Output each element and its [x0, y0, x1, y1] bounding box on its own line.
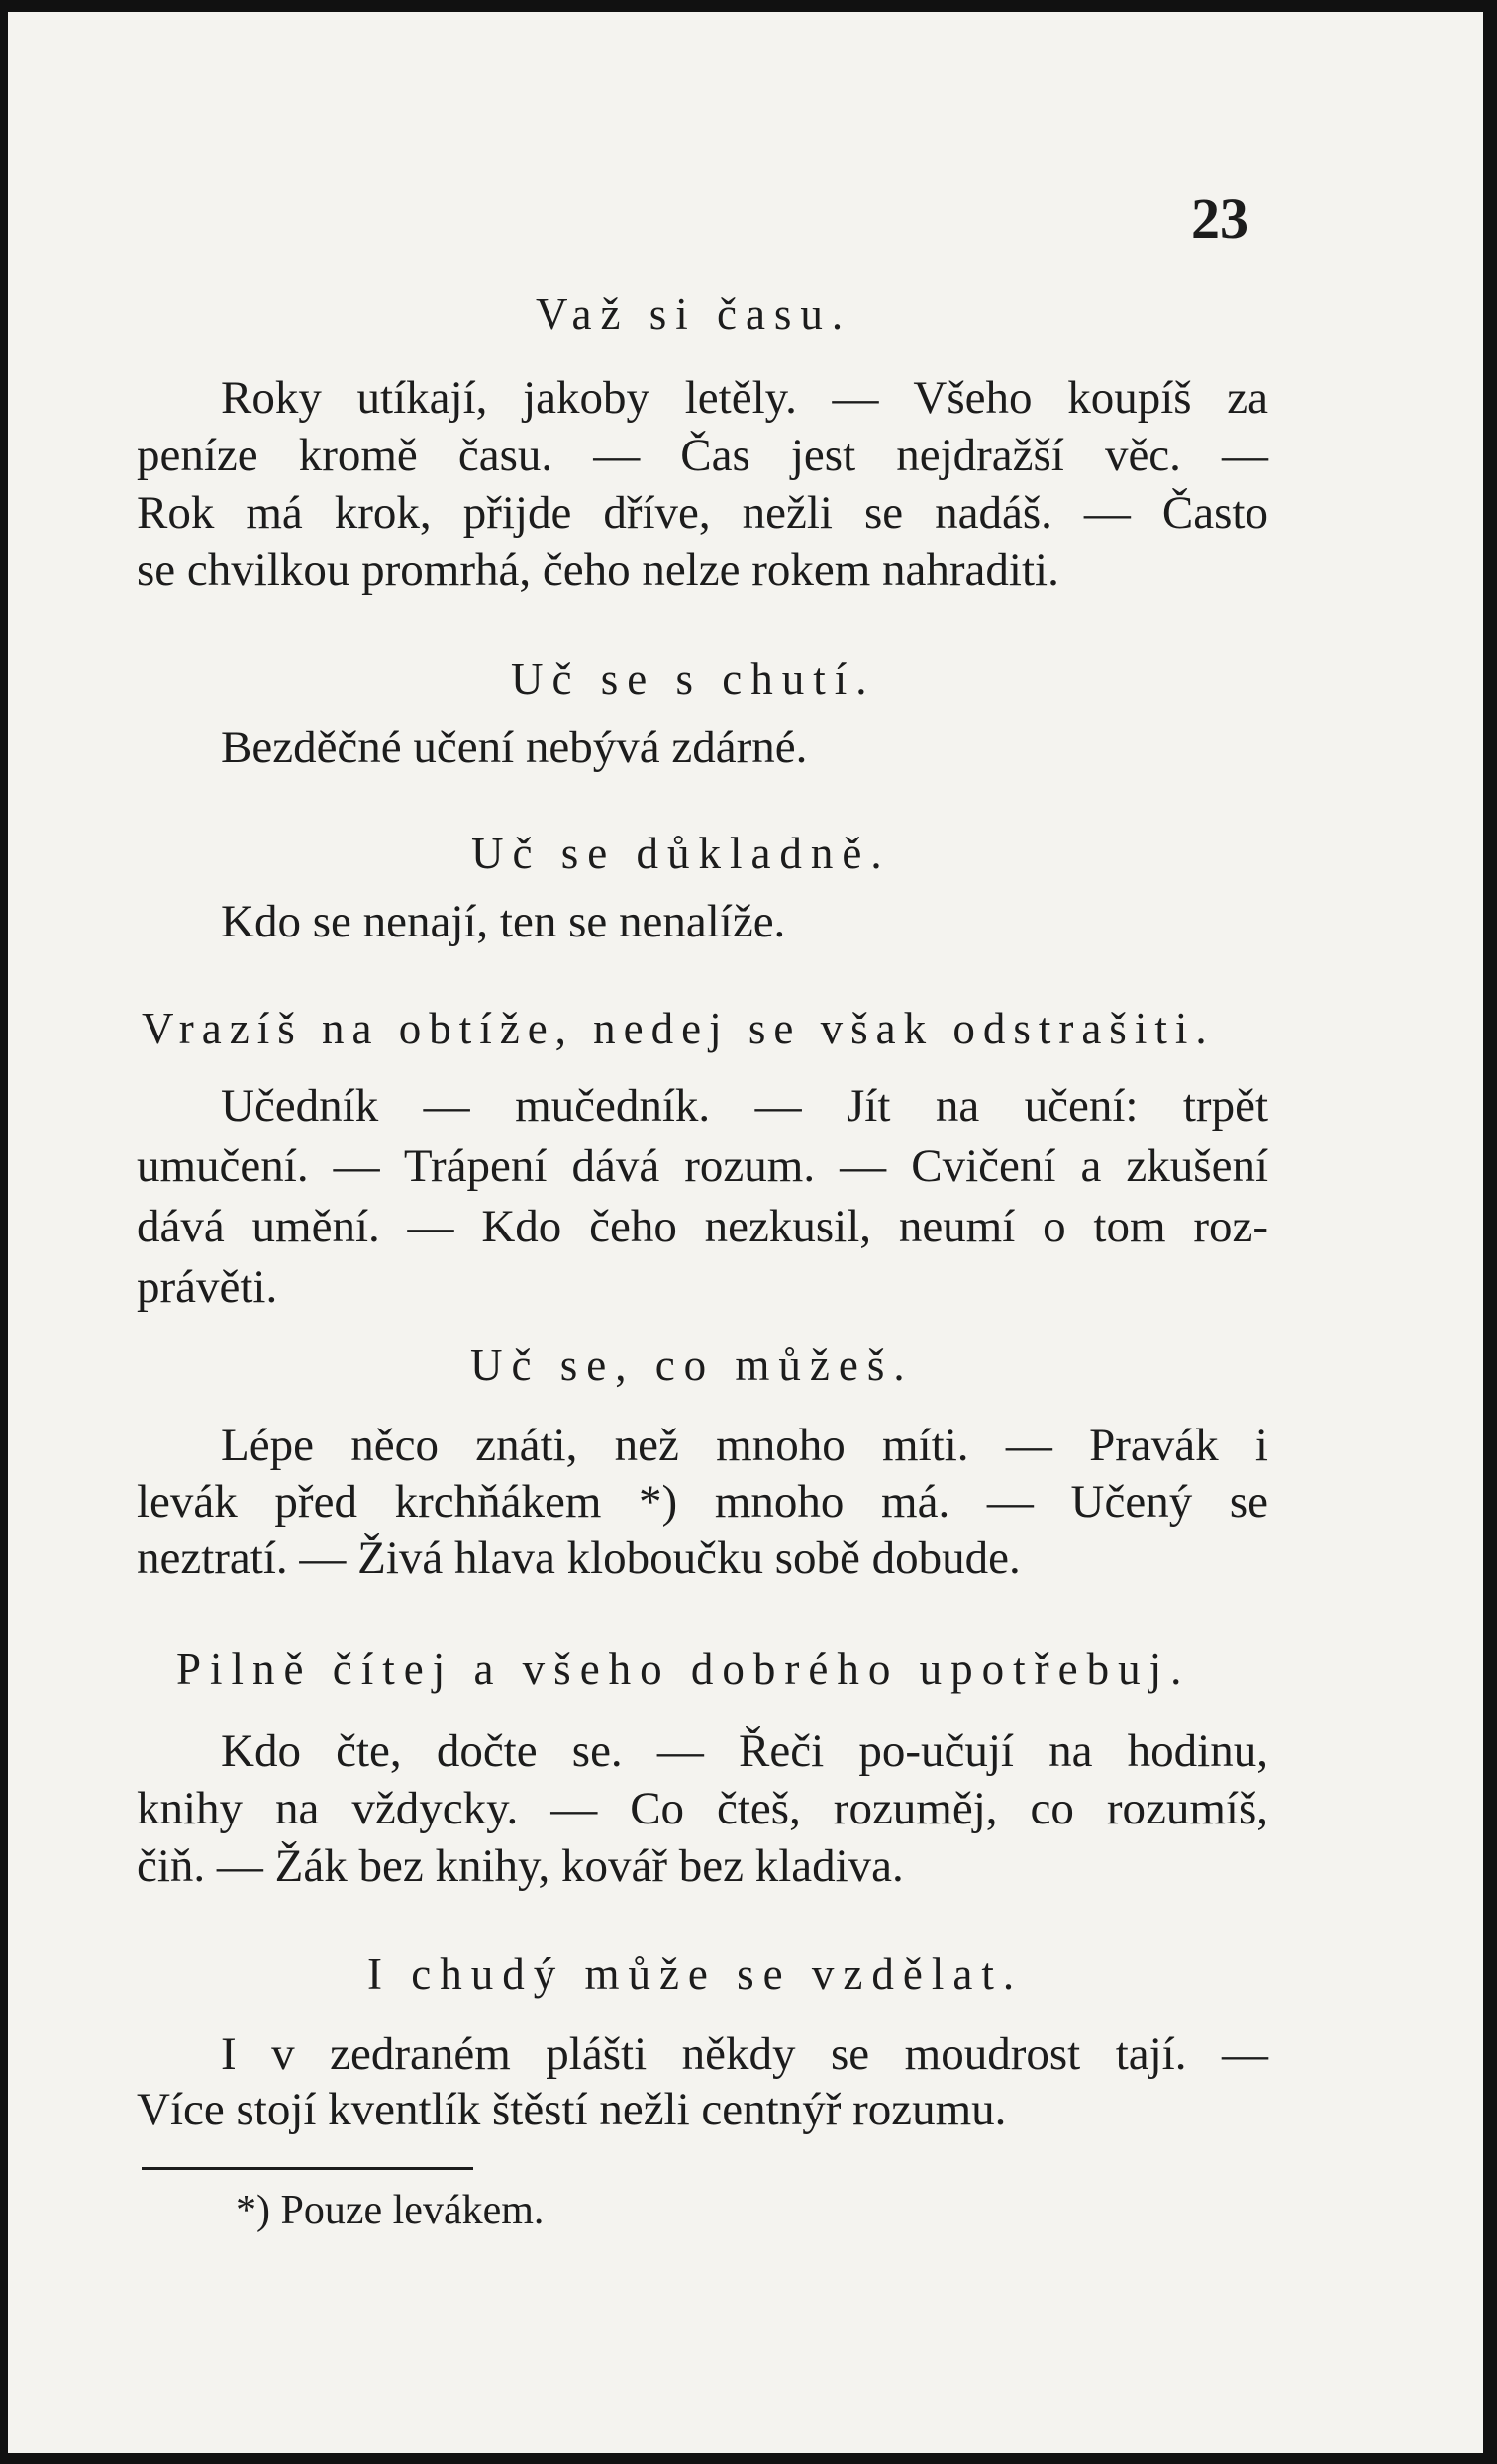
text-line: knihy na vždycky. — Co čteš, rozuměj, co rozumíš, [137, 1783, 1268, 1834]
text-line: čiň. — Žák bez knihy, kovář bez kladiva. [137, 1840, 904, 1892]
page-number: 23 [1191, 186, 1248, 250]
text-line: levák před krchňákem *) mnoho má. — Učený se [137, 1476, 1268, 1528]
text-line: Roky utíkají, jakoby letěly. — Všeho koupíš za [221, 372, 1268, 424]
text-line: Lépe něco znáti, než mnoho míti. — Pravák i [221, 1420, 1268, 1471]
heading-pilne-citej: Pilně čítej a všeho dobrého upotřebuj. [176, 1644, 1191, 1694]
text-line: neztratí. — Živá hlava kloboučku sobě dobude. [137, 1532, 1021, 1584]
book-page [8, 12, 1483, 2453]
footnote-rule [142, 2167, 473, 2170]
text-line: právěti. [137, 1261, 278, 1313]
text-line: Více stojí kventlík štěstí nežli centnýř rozumu. [137, 2084, 1007, 2135]
text-line: se chvilkou promrhá, čeho nelze rokem nahraditi. [137, 544, 1059, 596]
text-line: I v zedraném plášti někdy se moudrost tají. — [221, 2028, 1268, 2080]
heading-uc-se-s-chuti: Uč se s chutí. [511, 654, 876, 704]
text-line: umučení. — Trápení dává rozum. — Cvičení a zkušení [137, 1140, 1268, 1192]
heading-uc-se-co-muzes: Uč se, co můžeš. [470, 1340, 914, 1390]
text-line: Kdo čte, dočte se. — Řeči po-učují na hodinu, [221, 1725, 1268, 1777]
text-line: Učedník — mučedník. — Jít na učení: trpět [221, 1080, 1268, 1132]
heading-uc-se-dukladne: Uč se důkladně. [471, 829, 891, 878]
heading-vrazis-na-obtize: Vrazíš na obtíže, nedej se však odstrašiti. [142, 1004, 1215, 1053]
heading-i-chudy: I chudý může se vzdělat. [367, 1949, 1024, 1999]
footnote: *) Pouze levákem. [236, 2188, 545, 2233]
text-line: Rok má krok, přijde dříve, nežli se nadáš. — Často [137, 487, 1268, 539]
text-line: Bezděčné učení nebývá zdárné. [221, 722, 808, 773]
text-line: peníze kromě času. — Čas jest nejdražší věc. — [137, 430, 1268, 481]
heading-vaz-si-casu: Važ si času. [536, 289, 852, 339]
text-line: dává umění. — Kdo čeho nezkusil, neumí o tom roz- [137, 1201, 1268, 1252]
text-line: Kdo se nenají, ten se nenalíže. [221, 896, 786, 947]
